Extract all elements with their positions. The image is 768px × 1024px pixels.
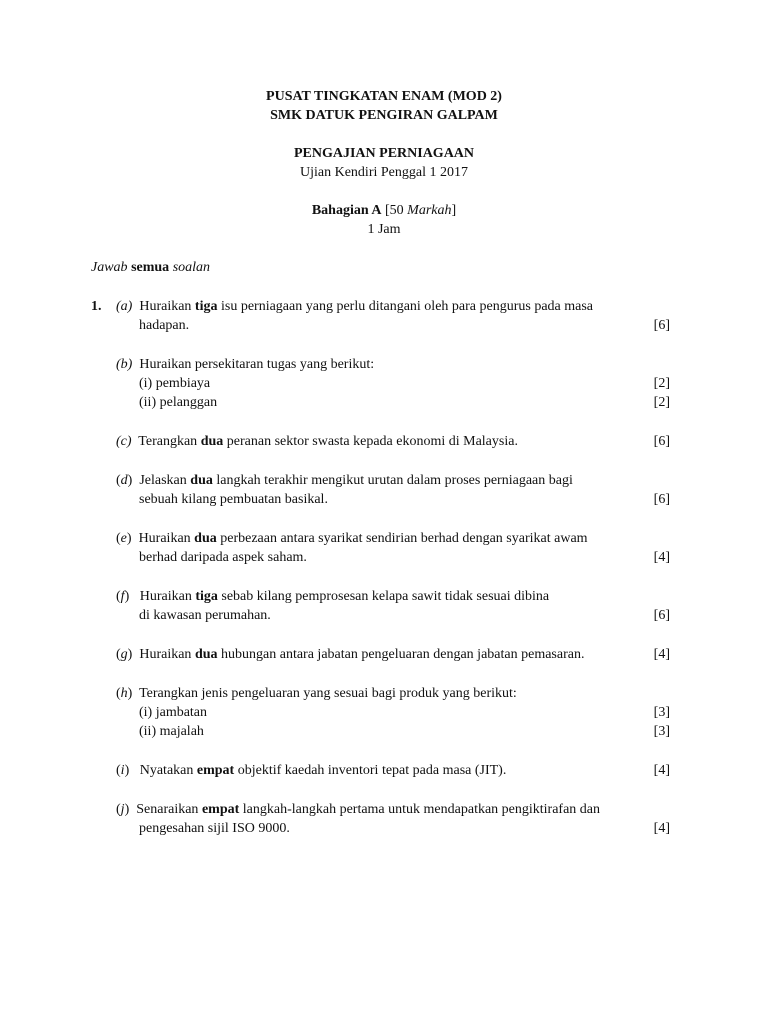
item-j-cont: pengesahan sijil ISO 9000. [139, 821, 290, 836]
item-b-label: (b) [116, 357, 133, 372]
item-b-ii-mark: [2] [653, 395, 670, 410]
exam-name: Ujian Kendiri Penggal 1 2017 [300, 165, 468, 180]
instruction: Jawab semua soalan [91, 260, 211, 275]
item-e-label: e [120, 531, 127, 546]
item-f: (f) Huraikan tiga sebab kilang pemprosesan kelapa sawit tidak sesuai dibina [116, 589, 550, 604]
item-f-label: f [120, 589, 125, 604]
item-e-cont: berhad daripada aspek saham. [139, 550, 307, 565]
item-h-ii-mark: [3] [653, 724, 670, 739]
school-name: SMK DATUK PENGIRAN GALPAM [270, 108, 498, 123]
section-heading [0, 202, 768, 220]
item-f-cont: di kawasan perumahan. [139, 608, 271, 623]
question-number: 1. [91, 299, 102, 314]
item-c: (c) Terangkan dua peranan sektor swasta kepada ekonomi di Malaysia. [116, 434, 518, 449]
item-f-mark: [6] [653, 608, 670, 623]
item-d: (d) Jelaskan dua langkah terakhir mengikut urutan dalam proses perniagaan bagi [116, 473, 573, 488]
item-d-cont: sebuah kilang pembuatan basikal. [139, 492, 328, 507]
item-g-label: g [120, 647, 128, 662]
item-a-label: (a) [116, 299, 133, 314]
item-d-mark: [6] [653, 492, 670, 507]
item-e-mark: [4] [653, 550, 670, 565]
marks-close: ] [451, 203, 457, 218]
item-i: (i) Nyatakan empat objektif kaedah inventori tepat pada masa (JIT). [116, 763, 507, 778]
item-e: (e) Huraikan dua perbezaan antara syarikat sendirian berhad dengan syarikat awam [116, 531, 588, 546]
item-g-mark: [4] [653, 647, 670, 662]
item-i-mark: [4] [653, 763, 670, 778]
item-b-ii: (ii) pelanggan [139, 395, 218, 410]
item-a: (a) Huraikan tiga isu perniagaan yang perlu ditangani oleh para pengurus pada masa [116, 299, 594, 314]
item-b-i: (i) pembiaya [139, 376, 211, 391]
item-h-i-mark: [3] [653, 705, 670, 720]
item-b: (b) Huraikan persekitaran tugas yang berikut: [116, 357, 375, 372]
subject-title: PENGAJIAN PERNIAGAAN [293, 146, 475, 161]
item-c-label: (c) [116, 434, 132, 449]
item-a-mark: [6] [653, 318, 670, 333]
item-i-label: i [120, 763, 125, 778]
item-a-cont: hadapan. [139, 318, 190, 333]
school-center-title: PUSAT TINGKATAN ENAM (MOD 2) [266, 89, 502, 104]
item-h-i: (i) jambatan [139, 705, 208, 720]
item-j-mark: [4] [653, 821, 670, 836]
item-j-label: j [120, 802, 125, 817]
item-h: (h) Terangkan jenis pengeluaran yang sesuai bagi produk yang berikut: [116, 686, 517, 701]
item-g: (g) Huraikan dua hubungan antara jabatan pengeluaran dengan jabatan pemasaran. [116, 647, 585, 662]
item-h-label: h [120, 686, 128, 701]
marks-word: Markah [407, 203, 452, 218]
item-c-mark: [6] [653, 434, 670, 449]
item-j: (j) Senaraikan empat langkah-langkah pertama untuk mendapatkan pengiktirafan dan [116, 802, 601, 817]
item-b-i-mark: [2] [653, 376, 670, 391]
item-d-label: d [120, 473, 128, 488]
item-h-ii: (ii) majalah [139, 724, 204, 739]
section-label: Bahagian A [311, 203, 382, 218]
duration: 1 Jam [367, 222, 401, 237]
marks-open: [50 [384, 203, 408, 218]
